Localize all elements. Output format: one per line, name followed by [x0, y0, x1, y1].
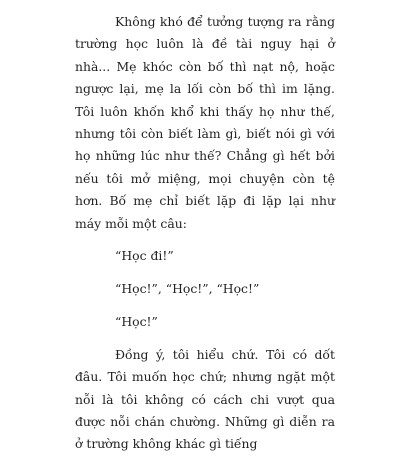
quote-1: “Học đi!” — [115, 248, 174, 264]
quote-2: “Học!”, “Học!”, “Học!” — [115, 281, 260, 297]
book-text — [75, 11, 335, 456]
paragraph-1: Không khó để tưởng tượng ra rằng trường học luôn là đề tài nguy hại ở nhà... Mẹ khóc còn bố thì nạt nộ, hoặc ngược lại, mẹ la lối còn bố thì im lặng. Tôi luôn khốn khổ khi thấy họ như thế, nhưng tôi còn biết làm gì, biết nói gì với họ những lúc như thế? Chẳng gì hết bởi nếu tôi mở miệng, mọi chuyện còn tệ hơn. Bố mẹ chỉ biết lặp đi lặp lại như máy mỗi một câu: — [75, 14, 335, 231]
paragraph-2: Đồng ý, tôi hiểu chứ. Tôi có dốt đâu. Tôi muốn học chứ; nhưng ngặt một nỗi là tôi không có cách chi vượt qua được nỗi chán chường. Những gì diễn ra ở trường không khác gì tiếng — [75, 346, 335, 452]
quote-3: “Học!” — [115, 314, 158, 330]
